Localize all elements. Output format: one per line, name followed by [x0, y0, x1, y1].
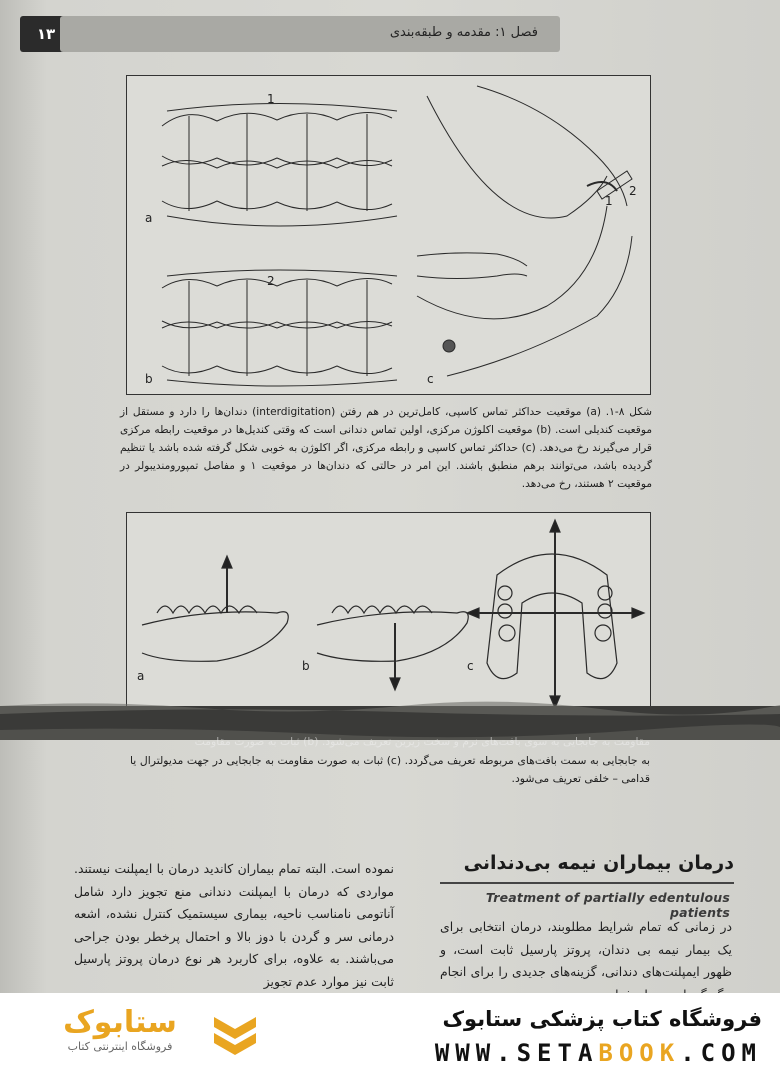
store-name: فروشگاه کتاب پزشکی ستابوک	[442, 1007, 762, 1031]
label-a: a	[137, 669, 145, 683]
url-part: .COM	[680, 1039, 762, 1067]
occlusion-illustration	[127, 76, 650, 394]
denture-illustration	[127, 513, 650, 715]
chapter-title: فصل ۱: مقدمه و طبقه‌بندی	[389, 25, 538, 40]
figure2-caption: به جابجایی به سمت بافت‌های مربوطه تعریف می‌گردد. (c) ثبات به صورت مقاومت به جابجایی در جهت مدیولترال یا قدامی – خلفی تعریف می‌شود.	[130, 754, 650, 785]
body-text-left: نموده است. البته تمام بیماران کاندید درمان با ایمپلنت نیستند. مواردی که درمان با ایمپلنت دندانی منع تجویز دارد شامل آناتومی نامناسب ناحیه، بیماری سیستمیک کنترل نشده، اشعه درمانی سر و گردن با دوز بالا و احتمال پرخطر بودن جراحی می‌باشند. به علاوه، برای کاربرد هر نوع درمان پروتز پارسیل ثابت نیز موارد عدم تجویز	[74, 861, 394, 989]
figure1-caption: شکل ۸-۱. (a) موقعیت حداکثر تماس کاسپی، کامل‌ترین در هم رفتن (interdigitation) دندان‌ها را دارد و مستقل از موقعیت کندیلی است. (b) موقعیت اکلوژن مرکزی، اولین تماس دندانی است که وقتی کندیل‌ها در موقعیت رابطه مرکزی قرار می‌گیرند رخ می‌دهد. (c) حداکثر تماس کاسپی و رابطه مرکزی، اگر اکلوژن به خوبی شکل گرفته شده باشد یا تنظیم گردیده باشد، می‌توانند برهم منطبق باشند. این امر در حالتی که دندان‌ها در موقعیت ۱ و مفاصل تمپورومندیبولر در موقعیت ۲ هستند، رخ می‌دهد.	[120, 406, 652, 490]
book-chevron-icon	[212, 1011, 258, 1061]
label-c2: 2	[629, 184, 637, 198]
figure-denture-stability	[126, 512, 651, 716]
label-b: b	[302, 659, 310, 673]
body-text-right: در زمانی که تمام شرایط مطلوبند، درمان انتخابی برای یک بیمار نیمه بی دندان، پروتز پارسیل ثابت است، و ظهور ایمپلنت‌های دندانی، گزینه‌های جدیدی را برای انجام	[440, 919, 732, 979]
figure-occlusion	[126, 75, 651, 395]
running-header	[60, 16, 560, 52]
label-a: a	[145, 211, 153, 225]
label-c: c	[427, 372, 434, 386]
url-accent: BOOK	[598, 1039, 681, 1067]
section-divider	[440, 882, 734, 884]
section-title: درمان بیماران نیمه بی‌دندانی	[463, 852, 734, 874]
page-number: ۱۳	[20, 16, 72, 52]
label-c1: 1	[605, 194, 613, 208]
label-c: c	[467, 659, 474, 673]
section-subtitle: Treatment of partially edentulous patients	[485, 890, 730, 920]
store-url[interactable]	[435, 1039, 762, 1067]
figure2-caption-line1: مقاومت به جابجایی به سوی بافت‌های نرم و سخت زیرین تعریف می‌شود. (b) ثبات به صورت مقاومت	[194, 735, 650, 748]
logo-tagline: فروشگاه اینترنتی کتاب	[67, 1040, 173, 1053]
store-banner	[0, 993, 780, 1079]
label-b: b	[145, 372, 153, 386]
label-2: 2	[267, 274, 275, 288]
url-part: WWW.SETA	[434, 1039, 599, 1067]
label-1: 1	[267, 92, 275, 106]
logo-wordmark: ستابوک	[63, 1005, 177, 1040]
store-logo[interactable]	[40, 1005, 200, 1053]
